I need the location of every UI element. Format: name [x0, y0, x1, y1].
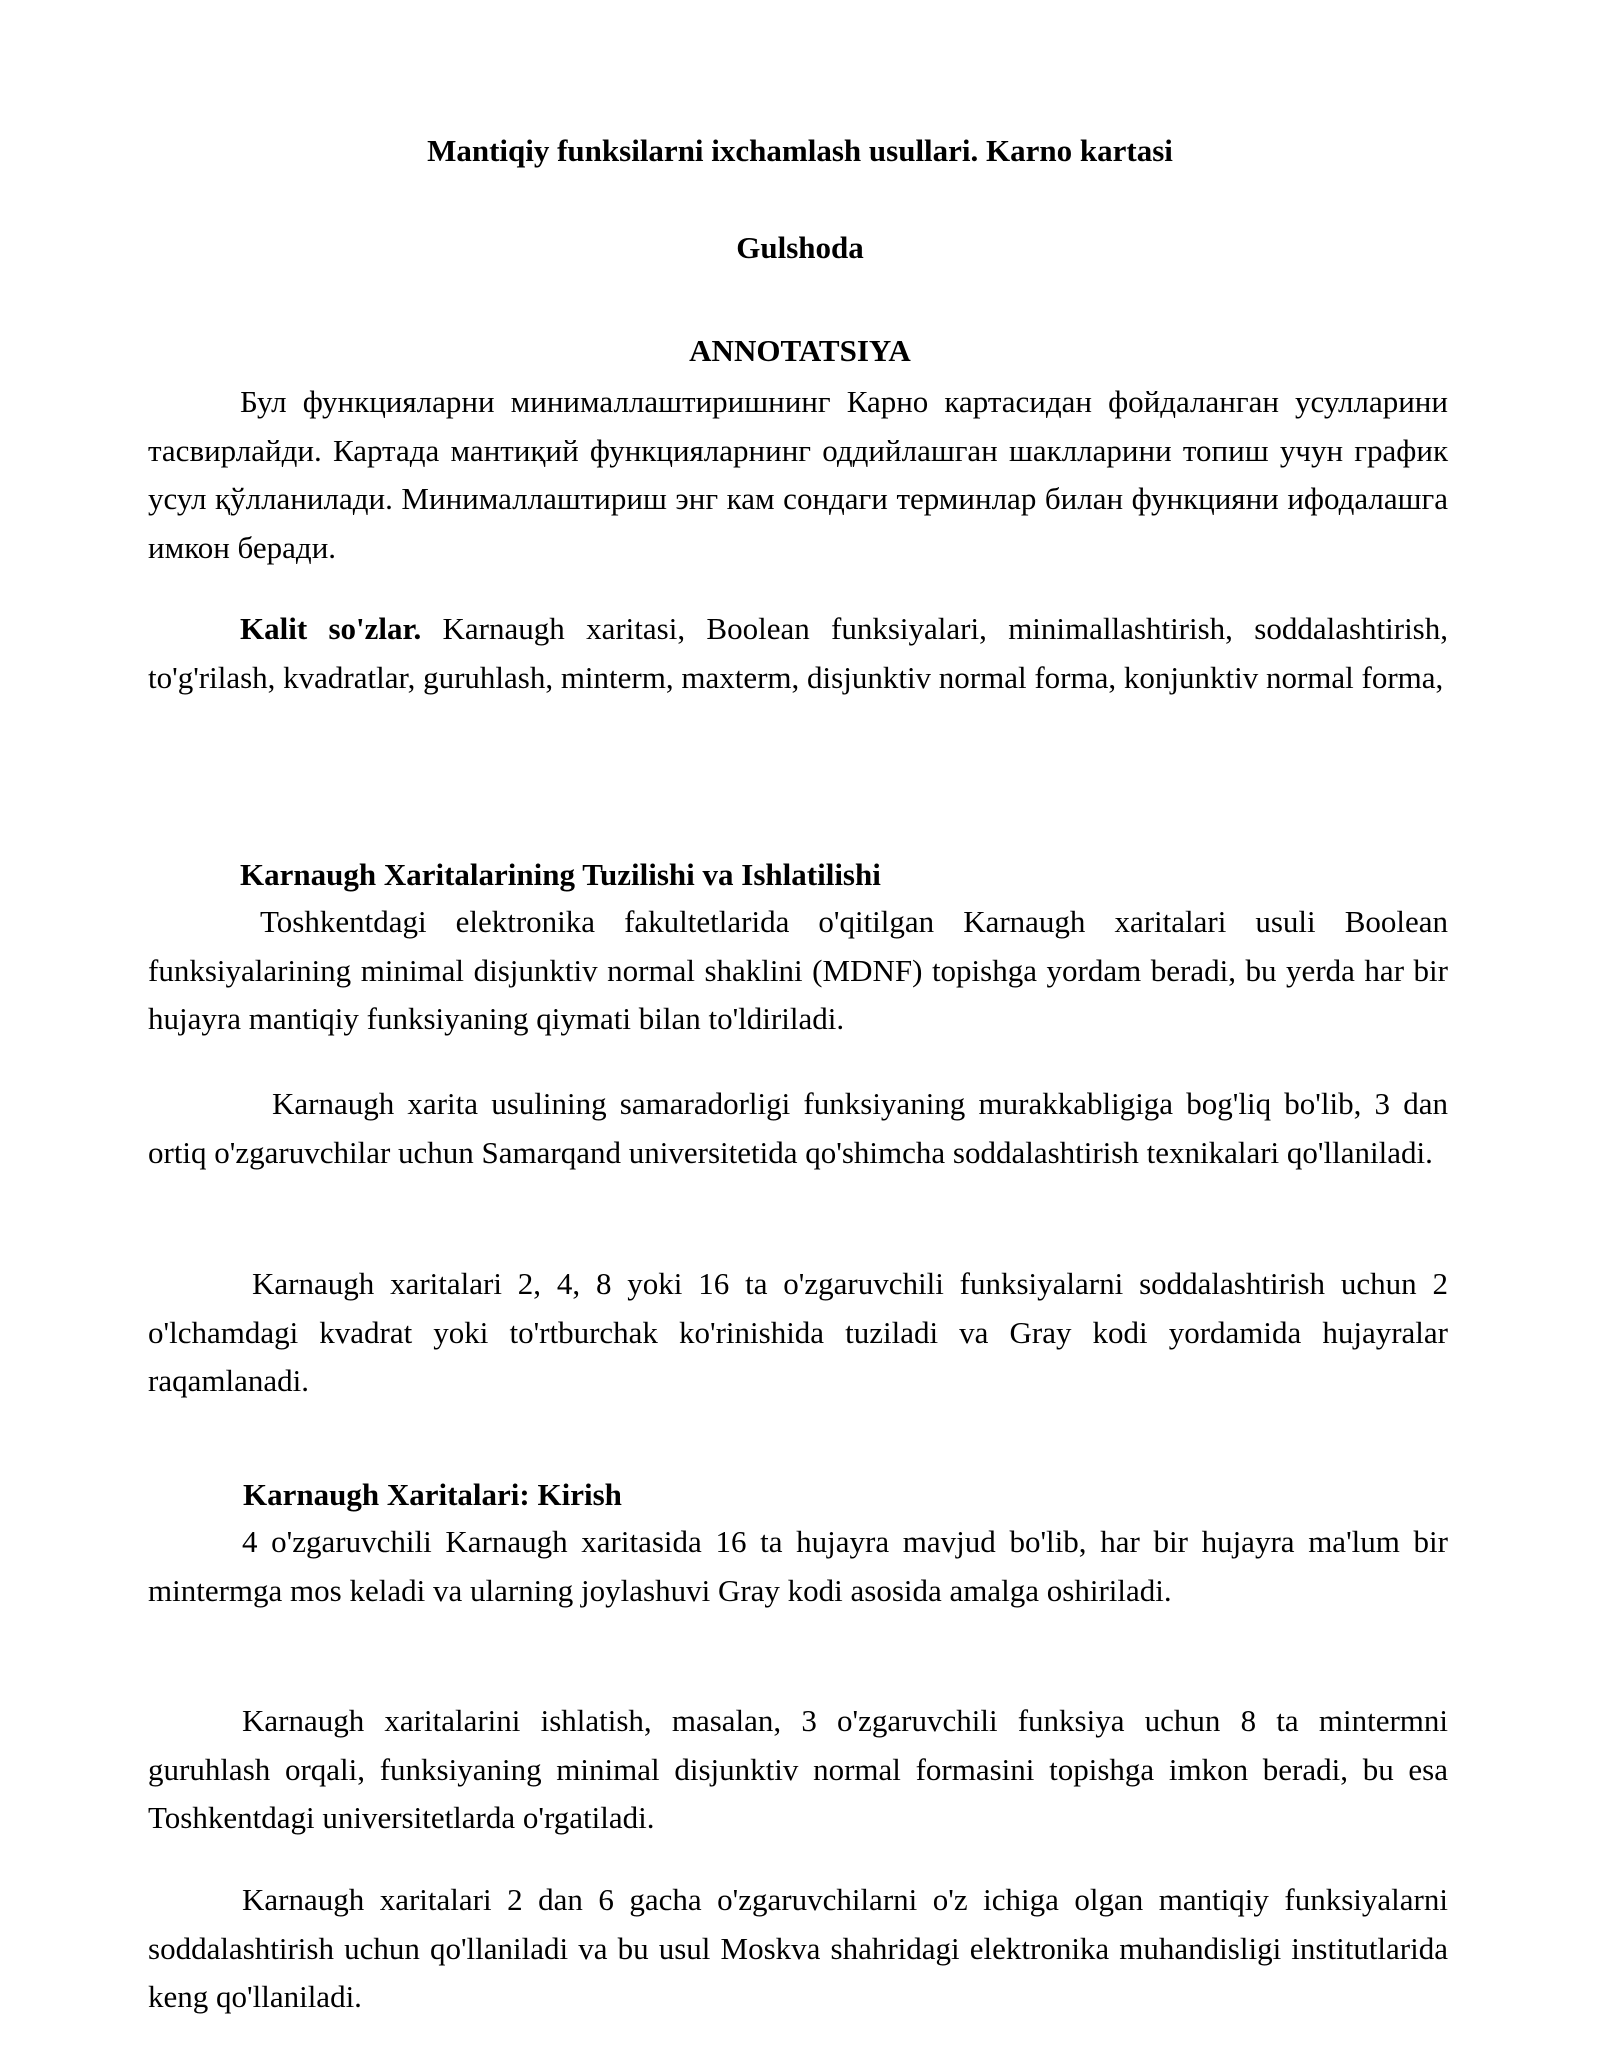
annotation-text: Бул функцияларни минималлаштиришнинг Карно картасидан фойдаланган усулларини тасвирлайди. Картада мантиқий функцияларнинг оддийлашган шаклларини топиш учун график усул қўлланилади. Минималлаштириш энг кам сондаги терминлар билан функцияни ифодалашга имкон беради.: [148, 384, 1448, 565]
section2-paragraph-2: Karnaugh xaritalarini ishlatish, masalan, 3 o'zgaruvchili funksiya uchun 8 ta mintermni guruhlash orqali, funksiyaning minimal disjunktiv normal formasini topishga imkon beradi, bu esa Toshkentdagi universitetlarda o'rgatiladi.: [148, 1703, 1448, 1835]
section-heading-intro: Karnaugh Xaritalari: Kirish: [243, 1477, 622, 1512]
keywords-paragraph: [148, 605, 1448, 702]
document-title: Mantiqiy funksilarni ixchamlash usullari. Karno kartasi: [427, 133, 1173, 168]
section2-paragraph-3: Karnaugh xaritalari 2 dan 6 gacha o'zgaruvchilarni o'z ichiga olgan mantiqiy funksiyalarni soddalashtirish uchun qo'llaniladi va bu usul Moskva shahridagi elektronika muhandisligi institutlarida keng qo'llaniladi.: [148, 1882, 1448, 2014]
section-heading-structure: Karnaugh Xaritalarining Tuzilishi va Ishlatilishi: [240, 857, 881, 892]
keywords-label: Kalit so'zlar.: [240, 611, 422, 646]
keywords-text: Karnaugh xaritasi, Boolean funksiyalari, minimallashtirish, soddalashtirish, to'g'rilash, kvadratlar, guruhlash, minterm, maxterm, disjunktiv normal forma, konjunktiv normal forma,: [148, 611, 1448, 695]
author-name: Gulshoda: [736, 230, 864, 265]
annotation-heading: ANNOTATSIYA: [689, 333, 911, 368]
section1-paragraph-1: Toshkentdagi elektronika fakultetlarida o'qitilgan Karnaugh xaritalari usuli Boolean funksiyalarining minimal disjunktiv normal shaklini (MDNF) topishga yordam beradi, bu yerda har bir hujayra mantiqiy funksiyaning qiymati bilan to'ldiriladi.: [148, 904, 1448, 1036]
section1-paragraph-3: Karnaugh xaritalari 2, 4, 8 yoki 16 ta o'zgaruvchili funksiyalarni soddalashtirish uchun 2 o'lchamdagi kvadrat yoki to'rtburchak ko'rinishida tuziladi va Gray kodi yordamida hujayralar raqamlanadi.: [148, 1266, 1448, 1398]
section2-paragraph-1: 4 o'zgaruvchili Karnaugh xaritasida 16 ta hujayra mavjud bo'lib, har bir hujayra ma'lum bir mintermga mos keladi va ularning joylashuvi Gray kodi asosida amalga oshiriladi.: [148, 1524, 1448, 1608]
annotation-paragraph: [148, 378, 1448, 572]
section1-paragraph-2: Karnaugh xarita usulining samaradorligi funksiyaning murakkabligiga bog'liq bo'lib, 3 dan ortiq o'zgaruvchilar uchun Samarqand universitetida qo'shimcha soddalashtirish texnikalari qo'llaniladi.: [148, 1086, 1448, 1170]
